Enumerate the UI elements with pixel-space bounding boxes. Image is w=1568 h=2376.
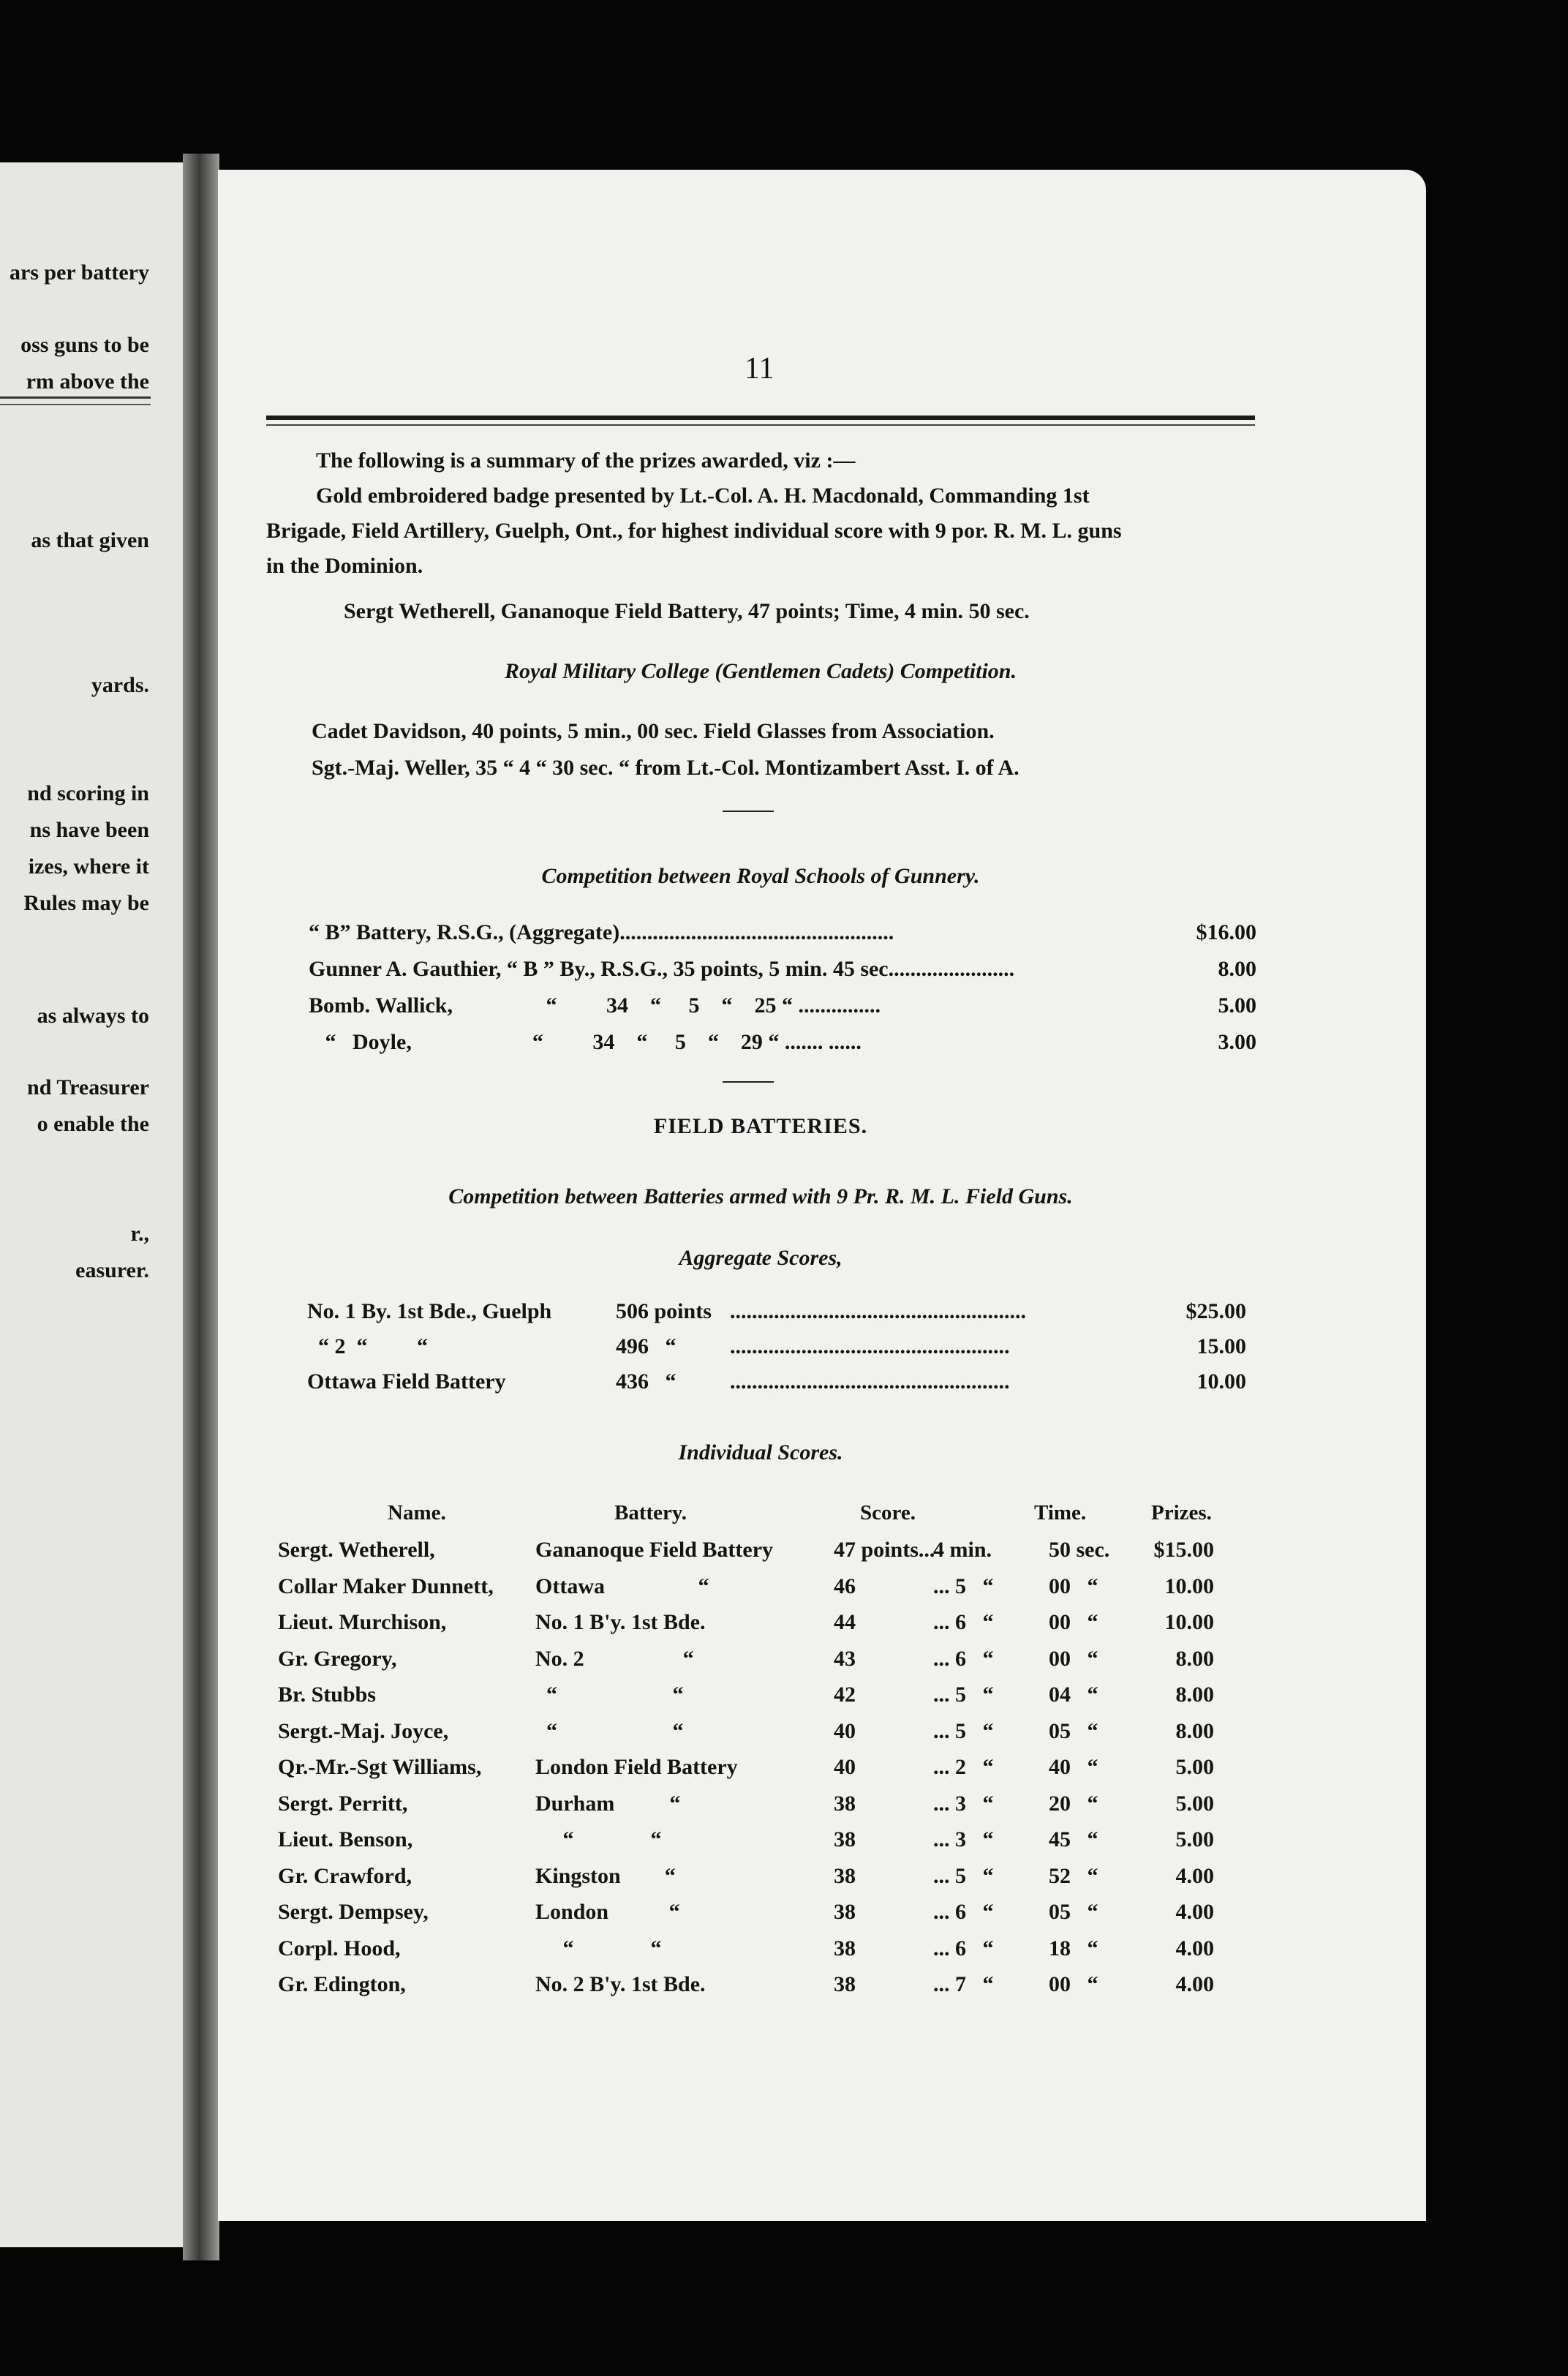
- cell-seconds: 04 “: [1049, 1683, 1098, 1707]
- cell-prize: 5.00: [1175, 1791, 1214, 1816]
- cell-prize: 8.00: [1175, 1683, 1214, 1707]
- aggregate-name: No. 1 By. 1st Bde., Guelph: [307, 1299, 552, 1323]
- cell-name: Corpl. Hood,: [278, 1936, 401, 1960]
- individual-table-header: [218, 1501, 1426, 1530]
- column-header-name: Name.: [388, 1501, 446, 1525]
- aggregate-name: Ottawa Field Battery: [307, 1369, 506, 1394]
- table-row: [218, 1683, 1426, 1712]
- table-row: [218, 1827, 1426, 1857]
- summary-intro: The following is a summary of the prizes awarded, viz :—: [316, 448, 856, 473]
- gunnery-heading: Competition between Royal Schools of Gunnery.: [541, 864, 980, 888]
- cell-name: Sergt. Perritt,: [278, 1791, 408, 1816]
- gold-badge-winner: Sergt Wetherell, Gananoque Field Battery, 47 points; Time, 4 min. 50 sec.: [344, 599, 1030, 623]
- left-page-line: r.,: [130, 1222, 149, 1246]
- gunnery-row-prize: $16.00: [1196, 920, 1256, 944]
- cell-score: 40: [834, 1755, 856, 1779]
- cell-seconds: 05 “: [1049, 1718, 1098, 1743]
- cell-seconds: 05 “: [1049, 1900, 1098, 1924]
- cell-minutes: 4 min.: [933, 1538, 992, 1562]
- column-header-time: Time.: [1034, 1501, 1087, 1525]
- cell-prize: 4.00: [1175, 1972, 1214, 1996]
- header-rule: [266, 416, 1255, 420]
- cell-prize: $15.00: [1153, 1538, 1214, 1562]
- left-page-line: ars per battery: [9, 260, 149, 285]
- aggregate-dots: ......................................................: [730, 1299, 1026, 1323]
- cell-prize: 8.00: [1175, 1718, 1214, 1743]
- table-row: [218, 1610, 1426, 1639]
- cell-name: Collar Maker Dunnett,: [278, 1574, 494, 1598]
- table-row: [218, 1936, 1426, 1966]
- cell-name: Qr.-Mr.-Sgt Williams,: [278, 1755, 482, 1779]
- left-page-line: easurer.: [75, 1258, 149, 1282]
- gold-badge-line-2: Brigade, Field Artillery, Guelph, Ont., for highest individual score with 9 por. R. M. L. guns: [266, 519, 1122, 543]
- cell-score: 46: [834, 1574, 856, 1598]
- aggregate-points: 436 “: [616, 1369, 676, 1394]
- table-row: [218, 1864, 1426, 1893]
- cell-battery: “ “: [535, 1683, 684, 1707]
- aggregate-row: [218, 1369, 1426, 1399]
- table-row: [218, 1719, 1426, 1748]
- cell-battery: No. 2 “: [535, 1646, 694, 1671]
- aggregate-name: “ 2 “ “: [307, 1334, 428, 1358]
- cell-score: 42: [834, 1683, 856, 1707]
- cell-name: Sergt. Wetherell,: [278, 1538, 435, 1562]
- aggregate-prize: 15.00: [1196, 1334, 1246, 1358]
- cell-score: 43: [834, 1646, 856, 1671]
- cell-score: 38: [834, 1972, 856, 1996]
- cell-prize: 5.00: [1175, 1755, 1214, 1779]
- cell-seconds: 00 “: [1049, 1610, 1098, 1634]
- gunnery-row-label: “ B” Battery, R.S.G., (Aggregate)..................................................: [309, 920, 894, 944]
- left-page-line: izes, where it: [28, 854, 149, 879]
- header-rule-thin: [266, 424, 1255, 426]
- cell-minutes: ... 6 “: [933, 1936, 994, 1960]
- cell-prize: 10.00: [1164, 1574, 1214, 1598]
- cell-prize: 4.00: [1175, 1936, 1214, 1960]
- aggregate-prize: 10.00: [1196, 1369, 1246, 1394]
- gold-badge-line-3: in the Dominion.: [266, 554, 423, 578]
- cell-name: Lieut. Murchison,: [278, 1610, 447, 1634]
- cell-minutes: ... 5 “: [933, 1683, 994, 1707]
- aggregate-dots: ...................................................: [730, 1334, 1010, 1358]
- cell-battery: No. 1 B'y. 1st Bde.: [535, 1610, 706, 1634]
- cell-name: Gr. Edington,: [278, 1972, 406, 1996]
- gunnery-row-label: “ Doyle, “ 34 “ 5 “ 29 “ ....... ......: [309, 1030, 862, 1054]
- cell-prize: 5.00: [1175, 1827, 1214, 1851]
- cell-battery: Durham “: [535, 1791, 681, 1816]
- cell-minutes: ... 6 “: [933, 1646, 994, 1671]
- gunnery-row: [218, 920, 1426, 950]
- cell-seconds: 00 “: [1049, 1574, 1098, 1598]
- cell-name: Lieut. Benson,: [278, 1827, 413, 1851]
- left-page-line: nd scoring in: [27, 781, 149, 805]
- gold-badge-line-1: Gold embroidered badge presented by Lt.-Col. A. H. Macdonald, Commanding 1st: [316, 484, 1090, 508]
- field-batteries-heading: FIELD BATTERIES.: [653, 1114, 868, 1138]
- cell-battery: “ “: [535, 1827, 662, 1851]
- aggregate-row: [218, 1299, 1426, 1328]
- cell-minutes: ... 6 “: [933, 1900, 994, 1924]
- table-row: [218, 1972, 1426, 2001]
- left-page-rule: [0, 396, 151, 399]
- rmc-line-2: Sgt.-Maj. Weller, 35 “ 4 “ 30 sec. “ from Lt.-Col. Montizambert Asst. I. of A.: [312, 756, 1019, 780]
- rmc-line-1: Cadet Davidson, 40 points, 5 min., 00 sec. Field Glasses from Association.: [312, 719, 995, 743]
- left-page-line: rm above the: [26, 369, 149, 394]
- cell-prize: 8.00: [1175, 1646, 1214, 1671]
- left-page-line: yards.: [91, 673, 149, 697]
- cell-battery: London Field Battery: [535, 1755, 738, 1779]
- cell-prize: 4.00: [1175, 1900, 1214, 1924]
- section-divider: [723, 1081, 774, 1083]
- cell-score: 38: [834, 1791, 856, 1816]
- cell-score: 38: [834, 1936, 856, 1960]
- cell-battery: Gananoque Field Battery: [535, 1538, 774, 1562]
- cell-name: Gr. Gregory,: [278, 1646, 397, 1671]
- cell-score: 40: [834, 1718, 856, 1743]
- cell-battery: No. 2 B'y. 1st Bde.: [535, 1972, 706, 1996]
- table-row: [218, 1900, 1426, 1929]
- aggregate-heading: Aggregate Scores,: [679, 1246, 843, 1270]
- cell-minutes: ... 7 “: [933, 1972, 994, 1996]
- individual-heading: Individual Scores.: [678, 1440, 843, 1465]
- cell-minutes: ... 5 “: [933, 1863, 994, 1888]
- cell-name: Sergt.-Maj. Joyce,: [278, 1718, 449, 1743]
- cell-seconds: 52 “: [1049, 1863, 1098, 1888]
- cell-minutes: ... 5 “: [933, 1574, 994, 1598]
- cell-prize: 10.00: [1164, 1610, 1214, 1634]
- gunnery-row: [218, 993, 1426, 1023]
- gunnery-row: [218, 1030, 1426, 1059]
- cell-minutes: ... 6 “: [933, 1610, 994, 1634]
- cell-battery: Kingston “: [535, 1863, 676, 1888]
- left-page-line: nd Treasurer: [27, 1075, 149, 1099]
- cell-seconds: 18 “: [1049, 1936, 1098, 1960]
- gunnery-row-prize: 3.00: [1218, 1030, 1256, 1054]
- column-header-score: Score.: [860, 1501, 916, 1525]
- left-page-fragment: [0, 162, 194, 2247]
- cell-minutes: ... 3 “: [933, 1827, 994, 1851]
- cell-score: 38: [834, 1900, 856, 1924]
- cell-seconds: 40 “: [1049, 1755, 1098, 1779]
- aggregate-points: 506 points: [616, 1299, 712, 1323]
- aggregate-prize: $25.00: [1186, 1299, 1246, 1323]
- document-page: [218, 170, 1426, 2221]
- cell-battery: “ “: [535, 1718, 684, 1743]
- page-number: 11: [745, 352, 774, 386]
- cell-battery: Ottawa “: [535, 1574, 709, 1598]
- rmc-heading: Royal Military College (Gentlemen Cadets) Competition.: [505, 659, 1017, 683]
- left-page-rule: [0, 404, 151, 405]
- table-row: [218, 1792, 1426, 1821]
- cell-name: Br. Stubbs: [278, 1683, 376, 1707]
- left-page-line: Rules may be: [23, 891, 149, 915]
- cell-score: 38: [834, 1863, 856, 1888]
- cell-prize: 4.00: [1175, 1863, 1214, 1888]
- cell-battery: London “: [535, 1900, 680, 1924]
- cell-minutes: ... 5 “: [933, 1718, 994, 1743]
- table-row: [218, 1538, 1426, 1567]
- cell-score: 47 points...: [834, 1538, 935, 1562]
- gunnery-row: [218, 957, 1426, 986]
- cell-seconds: 20 “: [1049, 1791, 1098, 1816]
- aggregate-points: 496 “: [616, 1334, 676, 1358]
- column-header-prizes: Prizes.: [1151, 1501, 1212, 1525]
- gunnery-row-prize: 5.00: [1218, 993, 1256, 1018]
- aggregate-row: [218, 1334, 1426, 1364]
- book-spine: [183, 154, 219, 2260]
- cell-score: 38: [834, 1827, 856, 1851]
- cell-minutes: ... 3 “: [933, 1791, 994, 1816]
- cell-score: 44: [834, 1610, 856, 1634]
- column-header-battery: Battery.: [614, 1501, 687, 1525]
- cell-seconds: 45 “: [1049, 1827, 1098, 1851]
- table-row: [218, 1574, 1426, 1604]
- cell-name: Sergt. Dempsey,: [278, 1900, 429, 1924]
- left-page-line: ns have been: [29, 818, 149, 842]
- left-page-line: oss guns to be: [20, 333, 149, 357]
- section-divider: [723, 811, 774, 812]
- cell-seconds: 50 sec.: [1049, 1538, 1110, 1562]
- left-page-line: as that given: [31, 528, 149, 552]
- table-row: [218, 1647, 1426, 1676]
- cell-name: Gr. Crawford,: [278, 1863, 412, 1888]
- cell-battery: “ “: [535, 1936, 662, 1960]
- field-batteries-subheading: Competition between Batteries armed with 9 Pr. R. M. L. Field Guns.: [448, 1184, 1073, 1208]
- left-page-line: o enable the: [37, 1112, 149, 1136]
- cell-seconds: 00 “: [1049, 1972, 1098, 1996]
- gunnery-row-prize: 8.00: [1218, 957, 1256, 981]
- cell-seconds: 00 “: [1049, 1646, 1098, 1671]
- aggregate-dots: ...................................................: [730, 1369, 1010, 1394]
- left-page-line: as always to: [37, 1004, 149, 1028]
- gunnery-row-label: Gunner A. Gauthier, “ B ” By., R.S.G., 35 points, 5 min. 45 sec.......................: [309, 957, 1015, 981]
- table-row: [218, 1755, 1426, 1784]
- gunnery-row-label: Bomb. Wallick, “ 34 “ 5 “ 25 “ ...............: [309, 993, 881, 1018]
- cell-minutes: ... 2 “: [933, 1755, 994, 1779]
